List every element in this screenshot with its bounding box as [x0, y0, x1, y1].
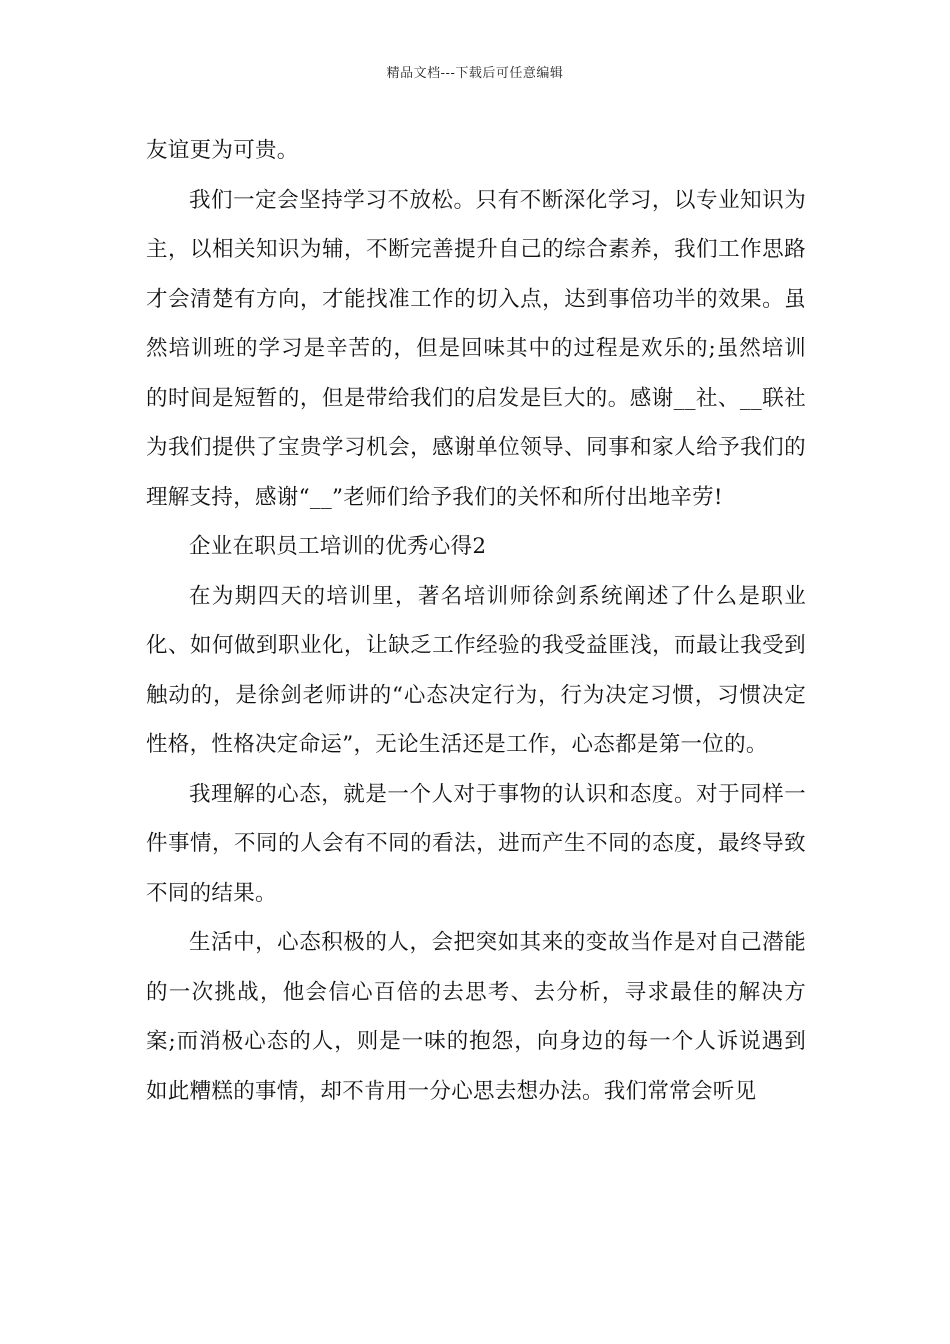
paragraph-continuation: 友谊更为可贵。 — [146, 138, 299, 163]
document-body — [146, 126, 806, 1116]
paragraph-study-commitment: 我们一定会坚持学习不放松。只有不断深化学习，以专业知识为主，以相关知识为辅，不断完善提升自己的综合素养，我们工作思路才会清楚有方向，才能找准工作的切入点，达到事倍功半的效果。虽然培训班的学习是辛苦的，但是回味其中的过程是欢乐的;虽然培训的时间是短暂的，但是带给我们的启发是巨大的。感谢__社、__联社为我们提供了宝贵学习机会，感谢单位领导、同事和家人给予我们的理解支持，感谢“__”老师们给予我们的关怀和所付出地辛劳! — [146, 187, 806, 510]
paragraph-training-intro: 在为期四天的培训里，著名培训师徐剑系统阐述了什么是职业化、如何做到职业化，让缺乏工作经验的我受益匪浅，而最让我受到触动的，是徐剑老师讲的“心态决定行为，行为决定习惯，习惯决定性格，性格决定命运”，无论生活还是工作，心态都是第一位的。 — [146, 583, 806, 757]
page-header: 精品文档---下载后可任意编辑 — [386, 66, 564, 81]
paragraph-mindset-definition: 我理解的心态，就是一个人对于事物的认识和态度。对于同样一件事情，不同的人会有不同的看法，进而产生不同的态度，最终导致不同的结果。 — [146, 781, 806, 906]
section-heading: 企业在职员工培训的优秀心得2 — [189, 534, 487, 559]
paragraph-positive-negative: 生活中，心态积极的人，会把突如其来的变故当作是对自己潜能的一次挑战，他会信心百倍的去思考、去分析，寻求最佳的解决方案;而消极心态的人，则是一味的抱怨，向身边的每一个人诉说遇到如此糟糕的事情，却不肯用一分心思去想办法。我们常常会听见 — [146, 930, 806, 1104]
